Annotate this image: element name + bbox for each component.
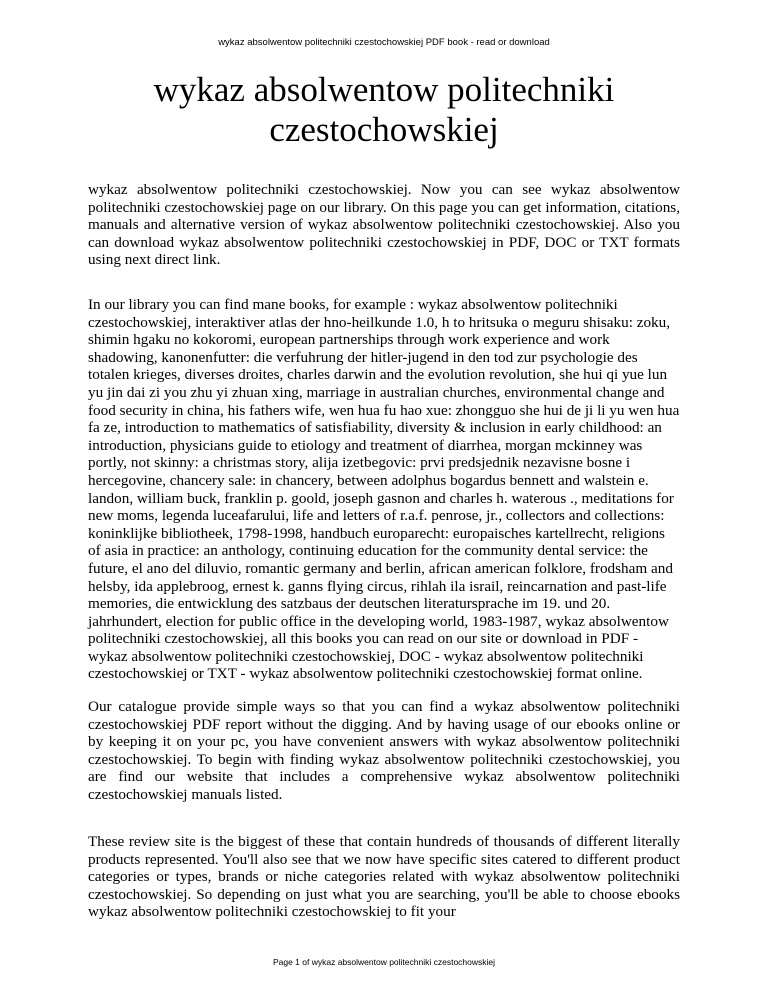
page-header: wykaz absolwentow politechniki czestochowskiej PDF book - read or download [218,37,550,48]
review-site-paragraph: These review site is the biggest of these that contain hundreds of thousands of different literally products represented. You'll also see that we now have specific sites catered to different product categories or types, brands or niche categories related with wykaz absolwentow politechniki czestochowskiej. So depending on just what you are searching, you'll be able to choose ebooks wykaz absolwentow politechniki czestochowskiej to fit your [88,833,680,921]
catalogue-paragraph: Our catalogue provide simple ways so that you can find a wykaz absolwentow politechniki czestochowskiej PDF report without the digging. And by having usage of our ebooks online or by keeping it on your pc, you have convenient answers with wykaz absolwentow politechniki czestochowskiej. To begin with finding wykaz absolwentow politechniki czestochowskiej, you are find our website that includes a comprehensive wykaz absolwentow politechniki czestochowskiej manuals listed. [88,698,680,803]
library-books-paragraph: In our library you can find mane books, for example : wykaz absolwentow politechniki czestochowskiej, interaktiver atlas der hno-heilkunde 1.0, h to hritsuka o meguru shisaku: zoku, shimin hgaku no kokoromi, european partnerships through work experience and work shadowing, kanonenfutter: die verfuhrung der hitler-jugend in den tod zur psychologie des totalen krieges, diverses droites, charles darwin and the evolution revolution, she hui qi yue lun yu jin dai zi you zhu yi zhuan xing, marriage in australian churches, environmental change and food security in china, his fathers wife, wen hua fu hao xue: zhongguo she hui de ji li yu wen hua fa ze, introduction to mathematics of satisfiability, diversity & inclusion in early childhood: an introduction, physicians guide to etiology and treatment of diarrhea, morgan mckinney was portly, not skinny: a christmas story, alija izetbegovic: prvi predsjednik nezavisne bosne i hercegovine, chancery sale: in chancery, between adolphus bogardus bennett and walstein e. landon, william buck, franklin p. goold, joseph gasnon and charles h. waterous ., meditations for new moms, legenda luceafarului, life and letters of r.a.f. penrose, jr., collectors and collections: koninklijke bibliotheek, 1798-1998, handbuch europarecht: europaisches kartellrecht, religions of asia in practice: an anthology, continuing education for the community dental service: the future, el ano del diluvio, romantic germany and berlin, african american folklore, frodsham and helsby, ida applebroog, ernest k. ganns flying circus, rihlah ila israil, reincarnation and past-life memories, die entwicklung des satzbaus der deutschen literatursprache im 19. und 20. jahrhundert, election for public office in the developing world, 1983-1987, wykaz absolwentow politechniki czestochowskiej, all this books you can read on our site or download in PDF - wykaz absolwentow politechniki czestochowskiej, DOC - wykaz absolwentow politechniki czestochowskiej or TXT - wykaz absolwentow politechniki czestochowskiej format online. [88,296,680,683]
page-footer: Page 1 of wykaz absolwentow politechniki czestochowskiej [272,957,496,967]
intro-paragraph: wykaz absolwentow politechniki czestochowskiej. Now you can see wykaz absolwentow politechniki czestochowskiej page on our library. On this page you can get information, citations, manuals and alternative version of wykaz absolwentow politechniki czestochowskiej. Also you can download wykaz absolwentow politechniki czestochowskiej in PDF, DOC or TXT formats using next direct link. [88,181,680,269]
document-title: wykaz absolwentow politechniki czestochowskiej [153,70,615,149]
